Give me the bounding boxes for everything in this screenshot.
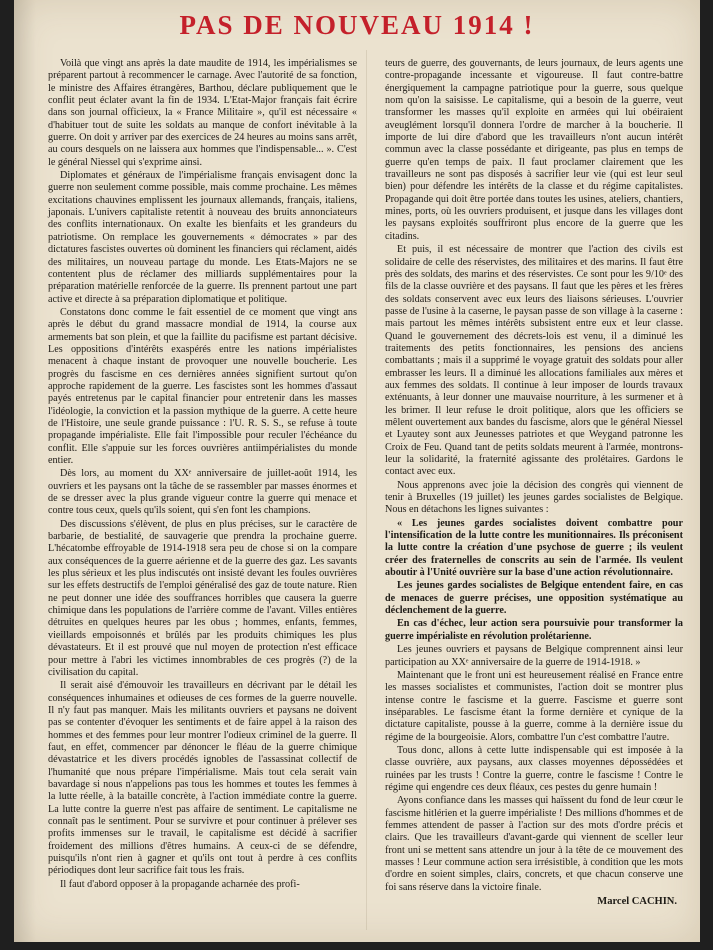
newspaper-page xyxy=(14,0,700,942)
left-paragraph-3: Constatons donc comme le fait essentiel de ce moment que vingt ans après le début du grand massacre mondial de 1914, la course aux armements bat son plein, et que la faillite du pacifisme est partant décisive. Les oppositions d'intérêts exaspérés entre les nations impérialistes menacent à chaque instant de provoquer une nouvelle boucherie. Les progrès du fascisme en ces dernières années signifient surtout qu'on approche rapidement de la guerre. Les fascistes sont les hommes d'assaut payés entretenus par le capital financier pour entretenir dans les masses l'idéologie, la conviction et la passion mythique de la guerre. A cette heure de l'Histoire, une seule grande puissance : l'U. R. S. S., se refuse à toute propagande impérialiste. Elle fait l'impossible pour reculer l'échéance du conflit. Elle s'appuie sur les forces ouvrières antiimpérialistes du monde entier. xyxy=(48,306,357,466)
left-column xyxy=(48,58,357,892)
left-paragraph-7: Il faut d'abord opposer à la propagande acharnée des profi- xyxy=(60,878,300,890)
left-paragraph-5: Des discussions s'élèvent, de plus en plus précises, sur le caractère de barbarie, de bestialité, de sauvagerie que prendra la prochaine guerre. L'hécatombe effroyable de 1914-1918 sera peu de chose si on la compare aux conséquences de la guerre aérienne et de la guerre des gaz. Les savants les plus sérieux et les plus indiscutés ont insisté devant les foules ouvrières sur les effets destructifs de l'emploi généralisé des gaz de toute nature. Rien ne peut donner une idée des souffrances horribles que causera la guerre chimique dans les populations de l'arrière comme de l'avant. Villes entières détruites en quelques heures par les obus ; hommes, enfants, femmes, vieillards empoisonnés et brûlés par les produits chimiques les plus dévastateurs. Et il est prouvé que nul moyen de protection n'est efficace pour mettre à l'abri les victimes innombrables de ces progrès (?) de la civilisation du capital. xyxy=(48,518,357,678)
page-title: PAS DE NOUVEAU 1914 ! xyxy=(179,10,535,40)
quote-paragraph-2: Les jeunes gardes socialistes de Belgique entendent faire, en cas de menaces de guerre précises, une opposition systématique au déclenchement de la guerre. xyxy=(385,580,683,617)
right-paragraph-5: Maintenant que le front uni est heureusement réalisé en France entre les masses socialistes et communistes, l'action doit se montrer plus intense contre le fascisme et la guerre. Fascisme et guerre sont inséparables. Le fascisme étant la forme dernière et cynique de la dictature capitaliste, pousse à la guerre, comme à la dernière issue du régime de la bourgeoisie. Alors, combattre l'un c'est combattre l'autre. xyxy=(385,669,683,743)
right-paragraph-4: Les jeunes ouvriers et paysans de Belgique comprennent ainsi leur participation au XXᵉ anniversaire de la guerre de 1914-1918. » xyxy=(385,644,683,668)
quote-paragraph-1: « Les jeunes gardes socialistes doivent combattre pour l'intensification de la lutte contre les munitionnaires. Ils préconisent la lutte contre la création d'une psychose de guerre ; ils veulent créer des fraternelles de conscrits au sein de l'armée. Ils veulent aboutir à l'Unité ouvrière sur la base d'une action révolutionnaire. xyxy=(385,517,683,579)
column-divider xyxy=(366,50,367,930)
right-paragraph-2: Et puis, il est nécessaire de montrer que l'action des civils est solidaire de celle des réservistes, des militaires et des marins. Il faut être près des soldats, des marins et des réservistes. Ce sont pour les 9/10ᵉ des fils de la classe ouvrière et des paysans. Il faut que les pères et les frères des soldats conservent avec eux leurs des liaisons sérieuses. L'ouvrier passe de l'usine à la caserne, le paysan passe de son village à la caserne : mais partout les mêmes intérêts subsistent entre eux et leur classe. Quand le gouvernement des décrets-lois est venu, il a diminué les traitements des petits fonctionnaires, les pensions des anciens combattants ; mais il a supprimé le voyage gratuit des soldats pour aller embrasser les leurs. Il a diminué les allocations familiales aux mères et aux femmes des soldats. Il continue à leur imposer de lourds travaux exténuants, à leur donner une mauvaise nourriture, à les surmener et à les brimer. Il leur refuse le droit politique, alors que les officiers se mêlent ouvertement aux bandes du fascisme, alors que le général Niessel et Lyautey sont aux Jeunesses patriotes et que Weygand patronne les Croix de Feu. Quand tant de petits soldats meurent à l'armée, montrons-leur la solidarité, la fraternité agissante des prolétaires. Gardons le contact avec eux. xyxy=(385,244,683,478)
left-paragraph-6: Il serait aisé d'émouvoir les travailleurs en décrivant par le détail les conséquences inhumaines et odieuses de ces formes de la guerre nouvelle. Il n'y faut pas manquer. Mais les militants ouvriers et paysans ne doivent pas se contenter d'évoquer les sentiments et de faire appel à la raison des hommes et des femmes pour leur montrer l'odieux criminel de la guerre. Il faut, en effet, commencer par dénoncer le fléau de la guerre chimique dévastatrice et les divers procédés ignobles de l'assassinat collectif de l'humanité que nous prépare l'impérialisme. Mais tout cela serait vain bavardage si nous n'appelions pas tous les hommes et toutes les femmes à la lutte réelle, à la bataille concrète, à l'action immédiate contre la guerre. La lutte contre la guerre n'est pas affaire de sentiment. Le capitalisme ne connaît pas le sentiment. Pour se survivre et pour continuer à prélever ses profits immenses sur le travail, le capitalisme est décidé à sacrifier froidement des millions d'êtres humains. A ceux-ci de se défendre, puisqu'ils n'ont rien à gagner et qu'ils ont tout à perdre à ces conflits périodiques dont leur sacrifice fait tous les frais. xyxy=(48,680,357,877)
left-paragraph-2: Diplomates et généraux de l'impérialisme français envisagent donc la guerre non seulement comme possible, mais comme prochaine. Les mêmes excitations chauvines emplissent les journaux allemands, français, italiens, japonais. L'univers capitaliste retentit à nouveau des bruits annonciateurs des conflits internationaux. On exalte les bienfaits et les grandeurs du patriotisme. On remplace les gouvernements « démocrates » par des dictatures fascistes ouvertes où dominent les financiers qui réclament, aidés des militaires, un nouveau partage du monde. Les Etats-Majors ne se contentent plus de réclamer des milliards supplémentaires pour la préparation matérielle renforcée de la guerre. Ils prennent partout une part active et directe à sa préparation diplomatique et politique. xyxy=(48,170,357,305)
left-paragraph-4: Dès lors, au moment du XXᵉ anniversaire de juillet-août 1914, les ouvriers et les paysans ont la tâche de se rassembler par masses énormes et de se dresser avec la plus grande vigueur contre la guerre qui menace et contre tous ceux, quels qu'ils soient, qui s'en font les champions. xyxy=(48,468,357,517)
right-paragraph-6: Tous donc, allons à cette lutte indispensable qui est imposée à la classe ouvrière, aux paysans, aux classes moyennes dépossédées et ruinées par les trusts ! Contre la guerre, contre le fascisme ! Contre le régime qui engendre ces deux fléaux, ces pestes du genre humain ! xyxy=(385,744,683,793)
author-signature: Marcel CACHIN. xyxy=(597,896,677,908)
right-paragraph-7: Ayons confiance dans les masses qui haïssent du fond de leur cœur le fascisme hitlérien et la guerre impérialiste ! Des millions d'hommes et de femmes attendent de passer à l'action sur des mots d'ordre précis et clairs. Que les travailleurs d'avant-garde qui viennent de sceller leur front uni se mettent sans attendre un jour à la tête de ce mouvement des masses ! Leur commune action sera irrésistible, à condition que les mots d'ordre en soient simples, clairs, concrets, et que chacun conserve une foi sans réserve dans la victoire finale. xyxy=(385,795,683,893)
quote-paragraph-3: En cas d'échec, leur action sera poursuivie pour transformer la guerre impérialiste en révolution prolétarienne. xyxy=(385,618,683,642)
left-paragraph-1: Voilà que vingt ans après la date maudite de 1914, les impérialismes se préparent partout à recommencer le carnage. Avec l'autorité de sa fonction, le ministre des Affaires étrangères, Barthou, déclare publiquement que le conflit peut éclater avant la fin de 1934. L'Etat-Major français fait écrire dans son journal officieux, la « France Militaire », qu'il est nécessaire « d'habituer tout de suite les soldats au manque de confort inévitable à la guerre. On doit y arriver par des exercices de 24 heures au moins sans arrêt, au cours desquels on ne laissera aux hommes que l'indispensable... ». C'est le général Niessel qui s'exprime ainsi. xyxy=(48,58,357,168)
right-paragraph-3: Nous apprenons avec joie la décision des congrès qui viennent de tenir à Bruxelles (19 juillet) les jeunes gardes socialistes de Belgique. Nous en détachons les lignes suivantes : xyxy=(385,479,683,516)
right-paragraph-1: teurs de guerre, des gouvernants, de leurs journaux, de leurs agents une contre-propagande incessante et vigoureuse. Il faut contre-battre énergiquement la campagne patriotique pour la guerre, sous quelque nom qu'on la saisisse. Le capitalisme, qui a besoin de la guerre, veut transformer les masses qu'il exploite en armées qui lui obéiraient aveuglément lorsqu'il donnera l'ordre de marcher à la boucherie. Il importe de lui dire d'abord que les travailleurs n'ont aucun intérêt commun avec la classe possédante et dirigeante, pas plus en temps de guerre qu'en temps de paix. Il faut proclamer clairement que les travailleurs ne sont pas disposés à sacrifier leur vie (qui est leur seul bien) pour défendre les intérêts de la classe et du régime capitalistes. Propagande qui doit être portée dans toutes les usines, ateliers, chantiers, mines, ports, où les ouvriers produisent, et jusque dans les villages dont les paysans exploités souffriront plus encore de la guerre que les citadins. xyxy=(385,58,683,242)
right-column xyxy=(385,58,683,908)
